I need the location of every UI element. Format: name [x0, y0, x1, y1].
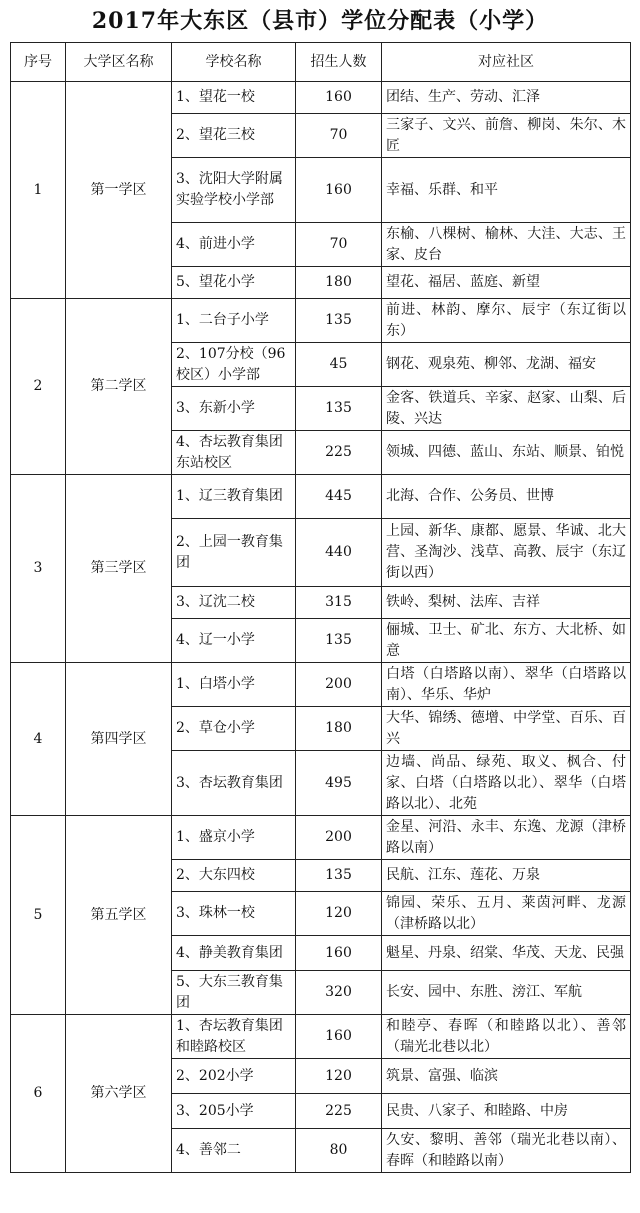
enrollment-cell: 120 — [296, 892, 382, 936]
table-row — [11, 475, 631, 519]
enrollment-cell: 320 — [296, 971, 382, 1015]
community-cell: 铁岭、梨树、法库、吉祥 — [382, 587, 631, 619]
table-row — [11, 1015, 631, 1059]
enrollment-cell: 135 — [296, 387, 382, 431]
community-cell: 金星、河沿、永丰、东逸、龙源（津桥路以南） — [382, 816, 631, 860]
community-cell: 领城、四德、蓝山、东站、顺景、铂悦 — [382, 431, 631, 475]
enrollment-cell: 180 — [296, 707, 382, 751]
district-name-cell: 第五学区 — [66, 816, 172, 1015]
community-cell: 三家子、文兴、前詹、柳岗、朱尔、木匠 — [382, 114, 631, 158]
community-cell: 上园、新华、康都、愿景、华诚、北大营、圣淘沙、浅草、高教、辰宇（东辽街以西） — [382, 519, 631, 587]
enrollment-cell: 160 — [296, 936, 382, 971]
header-school-name: 学校名称 — [172, 43, 296, 82]
community-cell: 前进、林韵、摩尔、辰宇（东辽街以东） — [382, 299, 631, 343]
community-cell: 大华、锦绣、德增、中学堂、百乐、百兴 — [382, 707, 631, 751]
school-name-cell: 1、望花一校 — [172, 82, 296, 114]
enrollment-cell: 160 — [296, 1015, 382, 1059]
community-cell: 北海、合作、公务员、世博 — [382, 475, 631, 519]
school-name-cell: 3、辽沈二校 — [172, 587, 296, 619]
school-name-cell: 5、大东三教育集团 — [172, 971, 296, 1015]
school-name-cell: 4、静美教育集团 — [172, 936, 296, 971]
enrollment-cell: 200 — [296, 663, 382, 707]
header-community: 对应社区 — [382, 43, 631, 82]
enrollment-cell: 135 — [296, 860, 382, 892]
school-name-cell: 4、杏坛教育集团东站校区 — [172, 431, 296, 475]
district-index-cell: 4 — [11, 663, 66, 816]
school-name-cell: 3、205小学 — [172, 1094, 296, 1129]
community-cell: 久安、黎明、善邻（瑞光北巷以南）、春晖（和睦路以南） — [382, 1129, 631, 1173]
school-name-cell: 2、上园一教育集团 — [172, 519, 296, 587]
district-index-cell: 5 — [11, 816, 66, 1015]
school-name-cell: 1、二台子小学 — [172, 299, 296, 343]
district-index-cell: 6 — [11, 1015, 66, 1173]
school-name-cell: 4、辽一小学 — [172, 619, 296, 663]
table-header-row — [11, 43, 631, 82]
school-name-cell: 3、杏坛教育集团 — [172, 751, 296, 816]
community-cell: 望花、福居、蓝庭、新望 — [382, 267, 631, 299]
school-name-cell: 1、杏坛教育集团和睦路校区 — [172, 1015, 296, 1059]
enrollment-cell: 225 — [296, 1094, 382, 1129]
school-name-cell: 3、东新小学 — [172, 387, 296, 431]
school-name-cell: 2、大东四校 — [172, 860, 296, 892]
community-cell: 筑景、富强、临滨 — [382, 1059, 631, 1094]
enrollment-cell: 120 — [296, 1059, 382, 1094]
school-name-cell: 1、盛京小学 — [172, 816, 296, 860]
enrollment-cell: 160 — [296, 158, 382, 223]
community-cell: 锦园、荣乐、五月、莱茵河畔、龙源（津桥路以北） — [382, 892, 631, 936]
enrollment-cell: 445 — [296, 475, 382, 519]
enrollment-cell: 315 — [296, 587, 382, 619]
school-name-cell: 4、善邻二 — [172, 1129, 296, 1173]
enrollment-cell: 440 — [296, 519, 382, 587]
school-name-cell: 2、202小学 — [172, 1059, 296, 1094]
enrollment-cell: 135 — [296, 619, 382, 663]
school-name-cell: 1、辽三教育集团 — [172, 475, 296, 519]
community-cell: 民航、江东、莲花、万泉 — [382, 860, 631, 892]
community-cell: 幸福、乐群、和平 — [382, 158, 631, 223]
header-index: 序号 — [11, 43, 66, 82]
school-name-cell: 1、白塔小学 — [172, 663, 296, 707]
enrollment-cell: 160 — [296, 82, 382, 114]
table-body — [11, 82, 631, 1173]
table-row — [11, 663, 631, 707]
district-name-cell: 第四学区 — [66, 663, 172, 816]
school-name-cell: 5、望花小学 — [172, 267, 296, 299]
school-name-cell: 2、107分校（96校区）小学部 — [172, 343, 296, 387]
community-cell: 民贵、八家子、和睦路、中房 — [382, 1094, 631, 1129]
table-row — [11, 299, 631, 343]
header-district-name: 大学区名称 — [66, 43, 172, 82]
district-name-cell: 第二学区 — [66, 299, 172, 475]
district-name-cell: 第三学区 — [66, 475, 172, 663]
community-cell: 团结、生产、劳动、汇泽 — [382, 82, 631, 114]
table-row — [11, 82, 631, 114]
enrollment-cell: 225 — [296, 431, 382, 475]
school-name-cell: 3、珠林一校 — [172, 892, 296, 936]
district-index-cell: 2 — [11, 299, 66, 475]
community-cell: 东榆、八棵树、榆林、大洼、大志、王家、皮台 — [382, 223, 631, 267]
page-title: 2017年大东区（县市）学位分配表（小学） — [91, 8, 549, 34]
enrollment-cell: 180 — [296, 267, 382, 299]
enrollment-cell: 70 — [296, 114, 382, 158]
school-name-cell: 4、前进小学 — [172, 223, 296, 267]
district-name-cell: 第一学区 — [66, 82, 172, 299]
allocation-table — [10, 42, 631, 1173]
enrollment-cell: 200 — [296, 816, 382, 860]
enrollment-cell: 45 — [296, 343, 382, 387]
community-cell: 和睦亭、春晖（和睦路以北）、善邻（瑞光北巷以北） — [382, 1015, 631, 1059]
enrollment-cell: 80 — [296, 1129, 382, 1173]
community-cell: 长安、园中、东胜、滂江、军航 — [382, 971, 631, 1015]
enrollment-cell: 495 — [296, 751, 382, 816]
table-row — [11, 816, 631, 860]
school-name-cell: 2、望花三校 — [172, 114, 296, 158]
community-cell: 白塔（白塔路以南）、翠华（白塔路以南）、华乐、华炉 — [382, 663, 631, 707]
community-cell: 钢花、观泉苑、柳邻、龙湖、福安 — [382, 343, 631, 387]
school-name-cell: 2、草仓小学 — [172, 707, 296, 751]
district-name-cell: 第六学区 — [66, 1015, 172, 1173]
enrollment-cell: 135 — [296, 299, 382, 343]
district-index-cell: 3 — [11, 475, 66, 663]
school-name-cell: 3、沈阳大学附属实验学校小学部 — [172, 158, 296, 223]
district-index-cell: 1 — [11, 82, 66, 299]
community-cell: 俪城、卫士、矿北、东方、大北桥、如意 — [382, 619, 631, 663]
header-enrollment: 招生人数 — [296, 43, 382, 82]
community-cell: 魁星、丹泉、绍棠、华茂、天龙、民强 — [382, 936, 631, 971]
community-cell: 边墙、尚品、绿苑、取义、枫合、付家、白塔（白塔路以北）、翠华（白塔路以北）、北苑 — [382, 751, 631, 816]
community-cell: 金客、铁道兵、辛家、赵家、山梨、后陵、兴达 — [382, 387, 631, 431]
enrollment-cell: 70 — [296, 223, 382, 267]
